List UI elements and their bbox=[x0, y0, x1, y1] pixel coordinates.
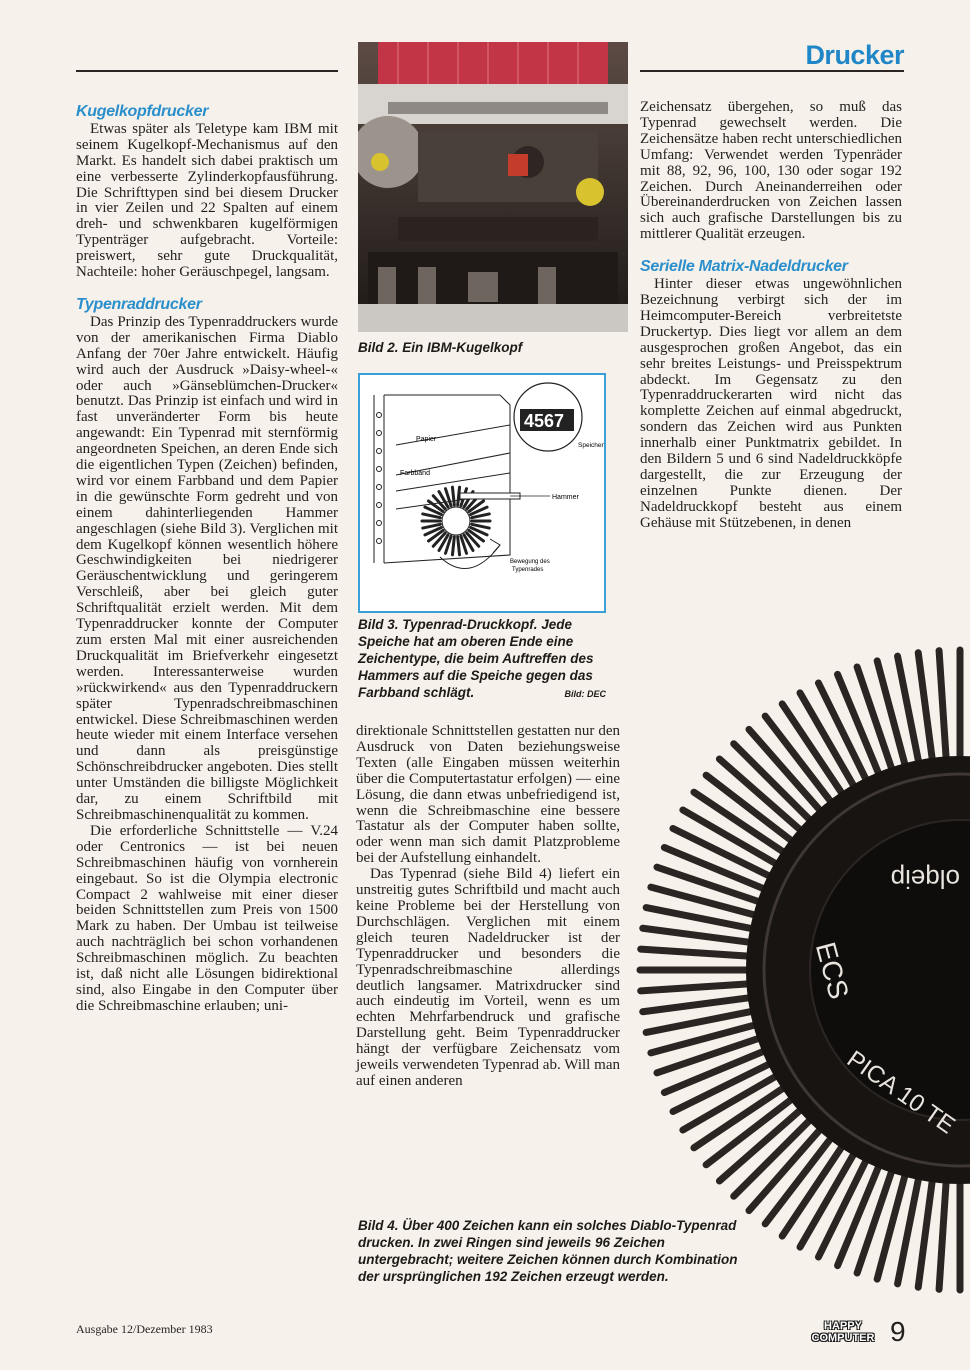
photo-wheel-spoke bbox=[939, 651, 946, 761]
ibm-kugelkopf-photo bbox=[358, 42, 628, 332]
wheel-font: ECS bbox=[809, 938, 855, 1003]
wheel-spoke bbox=[452, 487, 454, 505]
label-speichen: Speichen bbox=[578, 442, 604, 449]
column-right bbox=[640, 100, 902, 532]
diablo-typenrad-photo bbox=[630, 640, 970, 1300]
photo-wheel-spoke bbox=[918, 653, 932, 762]
heading-kugelkopfdrucker: Kugelkopfdrucker bbox=[76, 103, 209, 120]
photo-wheel-spoke bbox=[918, 1178, 932, 1287]
wheel-spoke bbox=[458, 537, 460, 555]
label-bewegung-1: Bewegung des bbox=[510, 559, 550, 565]
issue-line: Ausgabe 12/Dezember 1983 bbox=[76, 1322, 213, 1336]
photo-wheel-spoke bbox=[939, 1180, 946, 1290]
paragraph: Die erforderliche Schnittstelle — V.24 oder Centronics — ist bei neuen Schreibmaschinen häufig von vornherein eingebaut. So ist die Olympia electronic Compact 2 wahlweise mit einer dieser beiden Schnittstellen zum Preis von 1500 Mark zu haben. Der Umbau ist teilweise auch nachträglich bei schon vorhandenen Schreibmaschinen möglich. Zu beachten ist, daß nicht alle Lösungen bidirektional sind, also Eingabe in den Computer über die Schreibmaschine erlauben; uni- bbox=[76, 822, 338, 1014]
fig3-credit: Bild: DEC bbox=[564, 689, 606, 699]
paragraph: Das Typenrad (siehe Bild 4) liefert ein unstreitig gutes Schriftbild und macht auch keine Probleme bei der Herstellung von Durchschlägen. Verglichen mit einem gleich teuren Nadeldrucker ist der Typenraddrucker und besonders die Typenradschreibmaschine allerdings deutlich langsamer. Matrixdrucker sind auch eindeutig im Vorteil, wenn es um echten Mehrfarbendruck und grafische Darstellung geht. Beim Typenraddrucker hängt der verfügbare Zeichensatz vom jeweils verwendeten Typenrad ab. Will man auf einen anderen bbox=[356, 866, 620, 1089]
logo-line-2: COMPUTER bbox=[811, 1332, 875, 1344]
paragraph: Das Prinzip des Typenraddruckers wurde von der amerikanischen Firma Diablo Anfang der 70er Jahre entwickelt. Häufig wird auch der Ausdruck »Daisy-wheel-« oder auch »Gänseblümchen-Drucker« benutzt. Das Prinzip ist einfach und wird in fast unveränderter Form bis heute angewandt: Ein Typenrad mit sternförmig angeordneten Speichen, an deren Ende sich die eigentlichen Typen (Zeichen) befinden, wird vor einem Farbband und dem Papier in die gewünschte Form gedreht und von einem dahinterliegenden Hammer angeschlagen (siehe Bild 3). Verglichen mit dem Kugelkopf können wesentlich höhere Geschwindigkeiten bei niedrigerer Geräuschentwicklung und geringerem Verschleiß, aber bei gleich guter Schriftqualität erzielt werden. Mit dem Typenraddrucker konnte der Computer zum ersten Mal mit einer ausreichenden Druckqualität im Briefverkehr eingesetzt werden. Interessanterweise wurden »rückwirkend« aus den Typenraddruckern später Typenradschreibmaschinen entwickel. Diese Schreibmaschinen werden heute wieder mit einem Interface versehen und dann als preisgünstige Schönschreibdrucker angeboten. Dies stellt unter Umständen die billigste Möglichkeit dar, zu einem Schriftbild mit Schreibmaschinenqualität zu kommen. bbox=[76, 313, 338, 823]
paragraph: Zeichensatz übergehen, so muß das Typenrad gewechselt werden. Die Zeichensätze haben recht unterschiedlichen Umfang: Verwendet werden Typenräder mit 88, 92, 96, 100, 130 oder sogar 192 Zeichen. Durch Aneinanderreihen oder Übereinanderdrucken von Zeichen lassen sich auch grafische Darstellungen bis zu mittlerer Qualität erzeugen. bbox=[640, 99, 902, 243]
typenrad-diagram bbox=[358, 373, 606, 613]
photo-wheel-spoke bbox=[641, 984, 751, 991]
paragraph: direktionale Schnittstellen gestatten nur den Ausdruck von Daten beziehungsweise Texten (alle Eingaben müssen weiterhin über die Computertastatur erfolgen) — eine Lösung, die dann etwas unbefriedigend ist, wenn die Schreibmaschine eine bessere Tastatur als der Computer haben sollte, oder wenn man sich damit Platzprobleme bei der Aufstellung einhandelt. bbox=[356, 723, 620, 867]
paragraph: Etwas später als Teletype kam IBM mit seinem Kugelkopf-Mechanismus auf den Markt. Es handelt sich dabei praktisch um eine verbesserte Zylinderkopfausführung. Die Schrifttypen sind bei diesem Drucker in vier Zeilen und 22 Spalten auf einem dreh- und schwenkbaren kugelförmigen Typenträger aufgebracht. Vorteile: preiswert, sehr gute Druckqualität, Nachteile: hoher Geräuschpegel, langsam. bbox=[76, 120, 338, 281]
label-bewegung-2: Typenrades bbox=[512, 567, 544, 573]
heading-matrix-nadeldrucker: Serielle Matrix-Nadeldrucker bbox=[640, 258, 848, 276]
label-papier: Papier bbox=[416, 436, 437, 443]
fig4-caption: Bild 4. Über 400 Zeichen kann ein solches Diablo-Typenrad drucken. In zwei Ringen sind jeweils 96 Zeichen untergebracht; weitere Zeichen können durch Kombination der ursprünglichen 192 Zeichen erzeugt werden. bbox=[358, 1218, 738, 1284]
wheel-spoke bbox=[452, 537, 454, 555]
heading-typenraddrucker: Typenraddrucker bbox=[76, 295, 202, 313]
label-4567: 4567 bbox=[524, 411, 565, 431]
wheel-spoke bbox=[458, 487, 460, 505]
photo-wheel-spoke bbox=[643, 928, 752, 942]
happy-computer-logo bbox=[806, 1320, 880, 1350]
fig3-caption-text: Bild 3. Typenrad-Druckkopf. Jede Speiche hat am oberen Ende eine Zeichentype, die beim Auftreffen des Hammers auf die Speiche gegen das Farbband schlägt. bbox=[358, 617, 594, 700]
wheel-brand: olqeip bbox=[890, 864, 960, 894]
column-middle bbox=[356, 724, 620, 1090]
page-number: 9 bbox=[890, 1316, 906, 1347]
photo-wheel-spoke bbox=[643, 997, 752, 1011]
wheel-label: PICA 10 TE bbox=[841, 1045, 960, 1140]
logo-line-1: HAPPY bbox=[824, 1320, 862, 1332]
photo-wheel-spoke bbox=[641, 949, 751, 956]
fig2-caption: Bild 2. Ein IBM-Kugelkopf bbox=[358, 340, 523, 355]
paragraph: Hinter dieser etwas ungewöhnlichen Bezeichnung verbirgt sich der im Heimcomputer-Bereich verbreitetste Druckertyp. Dies liegt vor allem an dem ausgesprochen großen Angebot, das ein sehr breites Leistungs- und Preisspektrum abdeckt. Im Gegensatz zu den Typenraddruckerarten wird nicht das komplette Zeichen auf einmal abgedruckt, sondern das Zeichen wird aus Punkten innerhalb einer Punktmatrix gebildet. In den Bildern 5 und 6 sind Nadeldruckköpfe dargestellt, die zur Erzeugung der einzelnen Punkte dienen. Der Nadeldruckkopf besteht aus einem Gehäuse mit Stützebenen, in denen bbox=[640, 276, 902, 531]
fig3-caption bbox=[358, 616, 606, 703]
section-title: Drucker bbox=[805, 40, 904, 70]
header-rule-left bbox=[76, 70, 338, 72]
column-left bbox=[76, 100, 338, 1015]
label-hammer: Hammer bbox=[552, 494, 579, 501]
label-farbband: Farbband bbox=[400, 470, 430, 477]
